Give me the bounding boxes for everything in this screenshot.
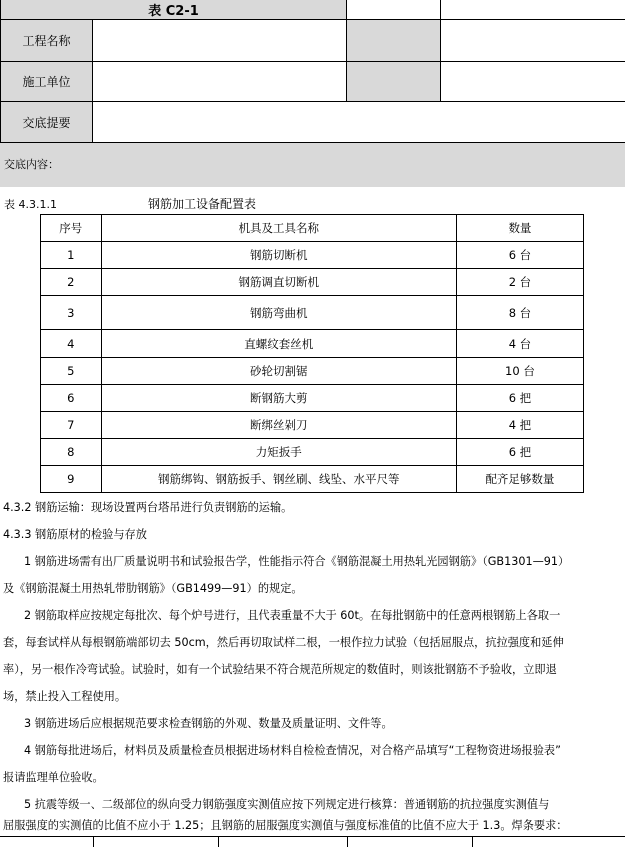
table-title: 钢筋加工设备配置表 xyxy=(148,197,257,211)
content-label xyxy=(0,143,625,187)
paragraph-line: 4 钢筋每批进场后，材料员及质量检查员根据进场材料自检检查情况，对合格产品填写“工程物资进场报验表” xyxy=(24,744,561,757)
table-row xyxy=(41,466,584,493)
section-4-3-3-heading: 4.3.3 钢筋原材的检验与存放 xyxy=(3,528,147,541)
row-tool-name: 钢筋弯曲机 xyxy=(101,296,456,330)
table-header-row xyxy=(41,215,584,242)
row-index: 2 xyxy=(41,269,102,296)
row-tool-name: 力矩扳手 xyxy=(101,439,456,466)
row-quantity: 4 把 xyxy=(456,412,583,439)
form-top-cell-3 xyxy=(440,0,625,20)
row-quantity: 2 台 xyxy=(456,269,583,296)
row-quantity: 8 台 xyxy=(456,296,583,330)
summary-label xyxy=(0,101,93,143)
paragraph-line: 5 抗震等级一、二级部位的纵向受力钢筋强度实测值应按下列规定进行核算：普通钢筋的抗拉强度实测值与 xyxy=(24,798,550,811)
form-title xyxy=(0,0,347,20)
form-title-text: 表 C2-1 xyxy=(148,4,199,19)
row-tool-name: 断绑丝剁刀 xyxy=(101,412,456,439)
project-name-extra-field[interactable] xyxy=(440,19,625,62)
paragraph-line: 报请监理单位验收。 xyxy=(3,771,104,784)
project-name-field[interactable] xyxy=(92,19,347,62)
row-quantity: 4 台 xyxy=(456,330,583,358)
table-row xyxy=(41,385,584,412)
project-name-label xyxy=(0,19,93,62)
table-row xyxy=(41,296,584,330)
row-tool-name: 钢筋调直切断机 xyxy=(101,269,456,296)
table-row xyxy=(41,412,584,439)
table-row xyxy=(41,439,584,466)
row-index: 3 xyxy=(41,296,102,330)
row-index: 4 xyxy=(41,330,102,358)
paragraph-line: 2 钢筋取样应按规定每批次、每个炉号进行，且代表重量不大于 60t。在每批钢筋中的任意两根钢筋上各取一 xyxy=(24,609,561,622)
project-name-extra-label xyxy=(346,19,441,62)
header-quantity: 数量 xyxy=(456,215,583,242)
row-index: 5 xyxy=(41,358,102,385)
row-index: 9 xyxy=(41,466,102,493)
paragraph-line: 率），另一根作冷弯试验。试验时，如有一个试验结果不符合规范所规定的数值时，则该批钢筋不予验收，立即退 xyxy=(3,663,557,676)
content-label-text: 交底内容： xyxy=(4,158,59,171)
construction-unit-extra-label xyxy=(346,61,441,102)
table-row xyxy=(41,242,584,269)
row-index: 6 xyxy=(41,385,102,412)
paragraph-line: 场，禁止投入工程使用。 xyxy=(3,690,127,703)
project-name-label-text: 工程名称 xyxy=(22,34,71,48)
next-table-edge xyxy=(0,836,625,847)
row-index: 1 xyxy=(41,242,102,269)
paragraph-line: 3 钢筋进场后应根据规范要求检查钢筋的外观、数量及质量证明、文件等。 xyxy=(24,717,393,730)
section-4-3-2: 4.3.2 钢筋运输：现场设置两台塔吊进行负责钢筋的运输。 xyxy=(3,501,293,514)
row-quantity: 6 台 xyxy=(456,242,583,269)
header-index: 序号 xyxy=(41,215,102,242)
summary-field[interactable] xyxy=(92,101,625,143)
construction-unit-label-text: 施工单位 xyxy=(22,75,71,89)
paragraph-line: 套，每套试样从每根钢筋端部切去 50cm，然后再切取试样二根，一根作拉力试验（包括屈服点，抗拉强度和延伸 xyxy=(3,636,564,649)
row-tool-name: 钢筋绑钩、钢筋扳手、钢丝刷、线坠、水平尺等 xyxy=(101,466,456,493)
summary-label-text: 交底提要 xyxy=(22,115,71,130)
row-index: 7 xyxy=(41,412,102,439)
row-tool-name: 断钢筋大剪 xyxy=(101,385,456,412)
row-quantity: 6 把 xyxy=(456,439,583,466)
row-tool-name: 钢筋切断机 xyxy=(101,242,456,269)
table-row xyxy=(41,358,584,385)
construction-unit-label xyxy=(0,61,93,102)
row-quantity: 6 把 xyxy=(456,385,583,412)
paragraph-line: 1 钢筋进场需有出厂质量说明书和试验报告学，性能指示符合《钢筋混凝土用热轧光园钢筋》（GB1301—91） xyxy=(24,555,570,568)
paragraph-line: 屈服强度的实测值的比值不应小于 1.25；且钢筋的屈服强度实测值与强度标准值的比值不应大于 1.3。焊条要求： xyxy=(3,819,568,832)
row-index: 8 xyxy=(41,439,102,466)
construction-unit-extra-field[interactable] xyxy=(440,61,625,102)
row-tool-name: 砂轮切割锯 xyxy=(101,358,456,385)
table-number: 表 4.3.1.1 xyxy=(4,198,57,211)
row-quantity: 10 台 xyxy=(456,358,583,385)
table-row xyxy=(41,330,584,358)
row-quantity: 配齐足够数量 xyxy=(456,466,583,493)
paragraph-line: 及《钢筋混凝土用热轧带肋钢筋》（GB1499—91）的规定。 xyxy=(3,582,303,595)
row-tool-name: 直螺纹套丝机 xyxy=(101,330,456,358)
equipment-table xyxy=(40,214,584,493)
construction-unit-field[interactable] xyxy=(92,61,347,102)
form-top-cell-2 xyxy=(346,0,441,20)
header-tool-name: 机具及工具名称 xyxy=(101,215,456,242)
table-row xyxy=(41,269,584,296)
